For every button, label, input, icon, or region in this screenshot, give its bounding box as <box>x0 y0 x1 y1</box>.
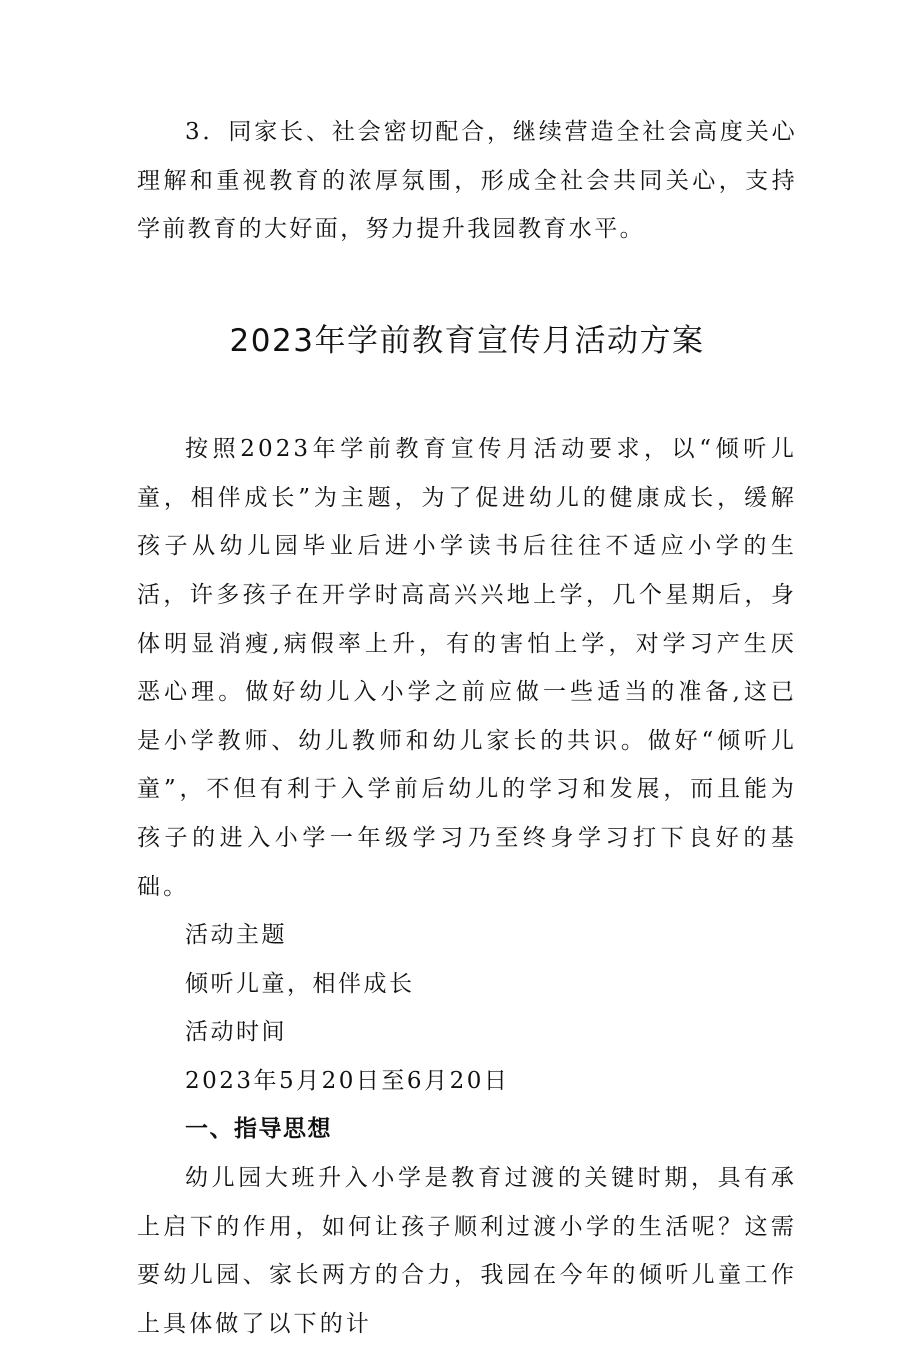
time-value: 2023年5月20日至6月20日 <box>185 1067 510 1094</box>
theme-value: 倾听儿童，相伴成长 <box>185 970 415 997</box>
time-label: 活动时间 <box>185 1019 287 1046</box>
page-title: 2023年学前教育宣传月活动方案 <box>229 322 705 359</box>
intro-paragraph: 3．同家长、社会密切配合，继续营造全社会高度关心理解和重视教育的浓厚氛围，形成全社会共同关心，支持学前教育的大好面，努力提升我园教育水平。 <box>137 119 797 243</box>
main-paragraph: 按照2023年学前教育宣传月活动要求，以“倾听儿童，相伴成长”为主题，为了促进幼儿的健康成长，缓解孩子从幼儿园毕业后进小学读书后往往不适应小学的生活，许多孩子在开学时高高兴兴地上学，几个星期后，身体明显消瘦,病假率上升，有的害怕上学，对学习产生厌恶心理。做好幼儿入小学之前应做一些适当的准备,这已是小学教师、幼儿教师和幼儿家长的共识。做好“倾听儿童”，不但有利于入学前后幼儿的学习和发展，而且能为孩子的进入小学一年级学习乃至终身学习打下良好的基础。 <box>137 436 797 900</box>
theme-label: 活动主题 <box>185 922 287 949</box>
section-heading: 一、指导思想 <box>185 1116 332 1143</box>
section-paragraph: 幼儿园大班升入小学是教育过渡的关键时期，具有承上启下的作用，如何让孩子顺利过渡小学的生活呢？这需要幼儿园、家长两方的合力，我园在今年的倾听儿童工作上具体做了以下的计 <box>137 1165 797 1337</box>
document-body <box>137 108 797 1348</box>
